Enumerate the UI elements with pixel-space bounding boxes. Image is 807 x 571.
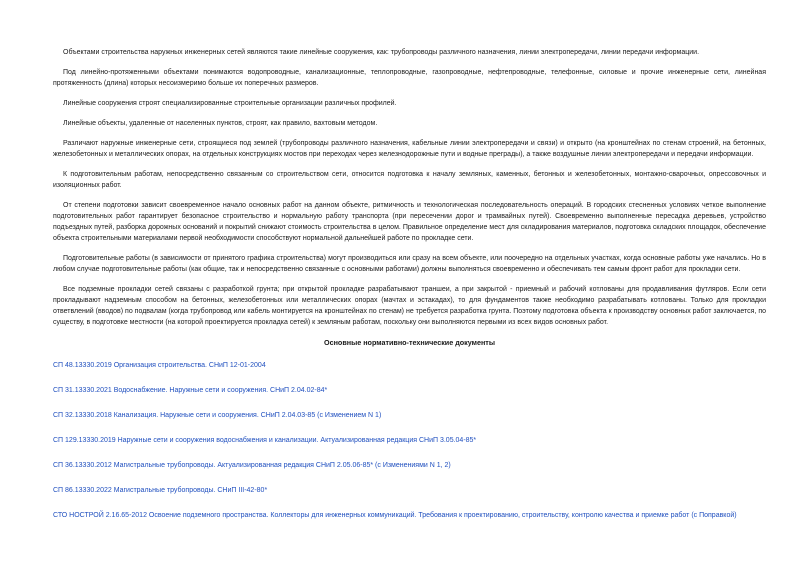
paragraph-5: Различают наружные инженерные сети, строящиеся под землей (трубопроводы различного назначения, кабельные линии электропередачи и связи) и открыто (на кронштейнах по стенам строений, на бетонных, железобетонных и металлических опорах, на отдельных конструкциях мостов при переходах через железнодорожные пути и водные преграды), а также воздушные линии электропередачи и передачи информации. [53, 140, 766, 158]
references-heading: Основные нормативно-технические документы [324, 338, 495, 347]
paragraph-6: К подготовительным работам, непосредственно связанным со строительством сети, относится подготовка к началу земляных, каменных, бетонных и железобетонных, монтажно-сварочных, опрессовочных и изоляционных работ. [53, 171, 766, 189]
paragraph-2: Под линейно-протяженными объектами понимаются водопроводные, канализационные, теплопроводные, газопроводные, нефтепроводные, телефонные, силовые и прочие инженерные сети, линейная протяженность (длина) которых несоизмеримо больше их поперечных размеров. [53, 69, 766, 87]
paragraph-3: Линейные сооружения строят специализированные строительные организации различных профилей. [63, 100, 397, 107]
reference-link-sto-nostroy[interactable]: СТО НОСТРОЙ 2.16.65-2012 Освоение подземного пространства. Коллекторы для инженерных коммуникаций. Требования к проектированию, строительству, контролю качества и приемке работ (с Поправкой) [53, 512, 737, 519]
paragraph-9: Все подземные прокладки сетей связаны с разработкой грунта; при открытой прокладке разрабатывают траншеи, а при закрытой - приемный и рабочий котлованы для продавливания футляров. Если сети прокладывают надземным способом на бетонных, железобетонных или металлических опорах (мачтах и эстакадах), то для фундаментов также необходимо разрабатывать котлованы. Только для прокладки ответвлений (вводов) по подвалам (когда трубопровод или кабель монтируется на кронштейнах по стенам) не требуется разработка грунта. Поэтому подготовка объекта к производству основных работ заключается, по существу, в подготовке местности (на которой проектируется прокладка сетей) к земляным работам, поскольку они выполняются первыми из всех видов основных работ. [53, 286, 766, 326]
reference-item [53, 360, 766, 371]
reference-link-sp48[interactable]: СП 48.13330.2019 Организация строительства. СНиП 12-01-2004 [53, 362, 266, 369]
reference-link-sp86[interactable]: СП 86.13330.2022 Магистральные трубопроводы. СНиП III-42-80* [53, 487, 268, 494]
reference-item [53, 385, 766, 396]
reference-link-sp32[interactable]: СП 32.13330.2018 Канализация. Наружные сети и сооружения. СНиП 2.04.03-85 (с Изменением N 1) [53, 412, 382, 419]
paragraph-1: Объектами строительства наружных инженерных сетей являются такие линейные сооружения, как: трубопроводы различного назначения, линии электропередачи, линии передачи информации. [63, 49, 700, 56]
paragraph-8: Подготовительные работы (в зависимости от принятого графика строительства) могут производиться или сразу на всем объекте, или поочередно на отдельных участках, когда основные работы уже начались. Но в любом случае подготовительные работы (как общие, так и непосредственно связанные с основными работами) должны выполняться своевременно и обеспечивать тем самым фронт работ для прокладки сети. [53, 255, 766, 273]
reference-item [53, 485, 766, 496]
paragraph-4: Линейные объекты, удаленные от населенных пунктов, строят, как правило, вахтовым методом. [63, 120, 378, 127]
reference-item [53, 410, 766, 421]
reference-item [53, 435, 766, 446]
reference-item [53, 460, 766, 471]
references-list [53, 360, 766, 521]
reference-link-sp31[interactable]: СП 31.13330.2021 Водоснабжение. Наружные сети и сооружения. СНиП 2.04.02-84* [53, 387, 328, 394]
reference-link-sp129[interactable]: СП 129.13330.2019 Наружные сети и сооружения водоснабжения и канализации. Актуализированная редакция СНиП 3.05.04-85* [53, 437, 477, 444]
paragraph-7: От степени подготовки зависит своевременное начало основных работ на данном объекте, ритмичность и технологическая последовательность операций. В городских стесненных условиях четкое выполнение подготовительных работ гарантирует безопасное строительство и нормальную работу транспорта (при пересечении дорог и трамвайных путей). Своевременно выполненные пересадка деревьев, устройство подъездных путей, разборка дорожных оснований и покрытий снижают стоимость строительства в целом. Правильное определение мест для складирования материалов, подготовка складских площадок, обеспечение объекта строительными материалами первой необходимости способствуют нормальной дальнейшей работе по прокладке сети. [53, 202, 766, 242]
reference-item [53, 510, 766, 521]
reference-link-sp36[interactable]: СП 36.13330.2012 Магистральные трубопроводы. Актуализированная редакция СНиП 2.05.06-85* (с Изменениями N 1, 2) [53, 462, 451, 469]
